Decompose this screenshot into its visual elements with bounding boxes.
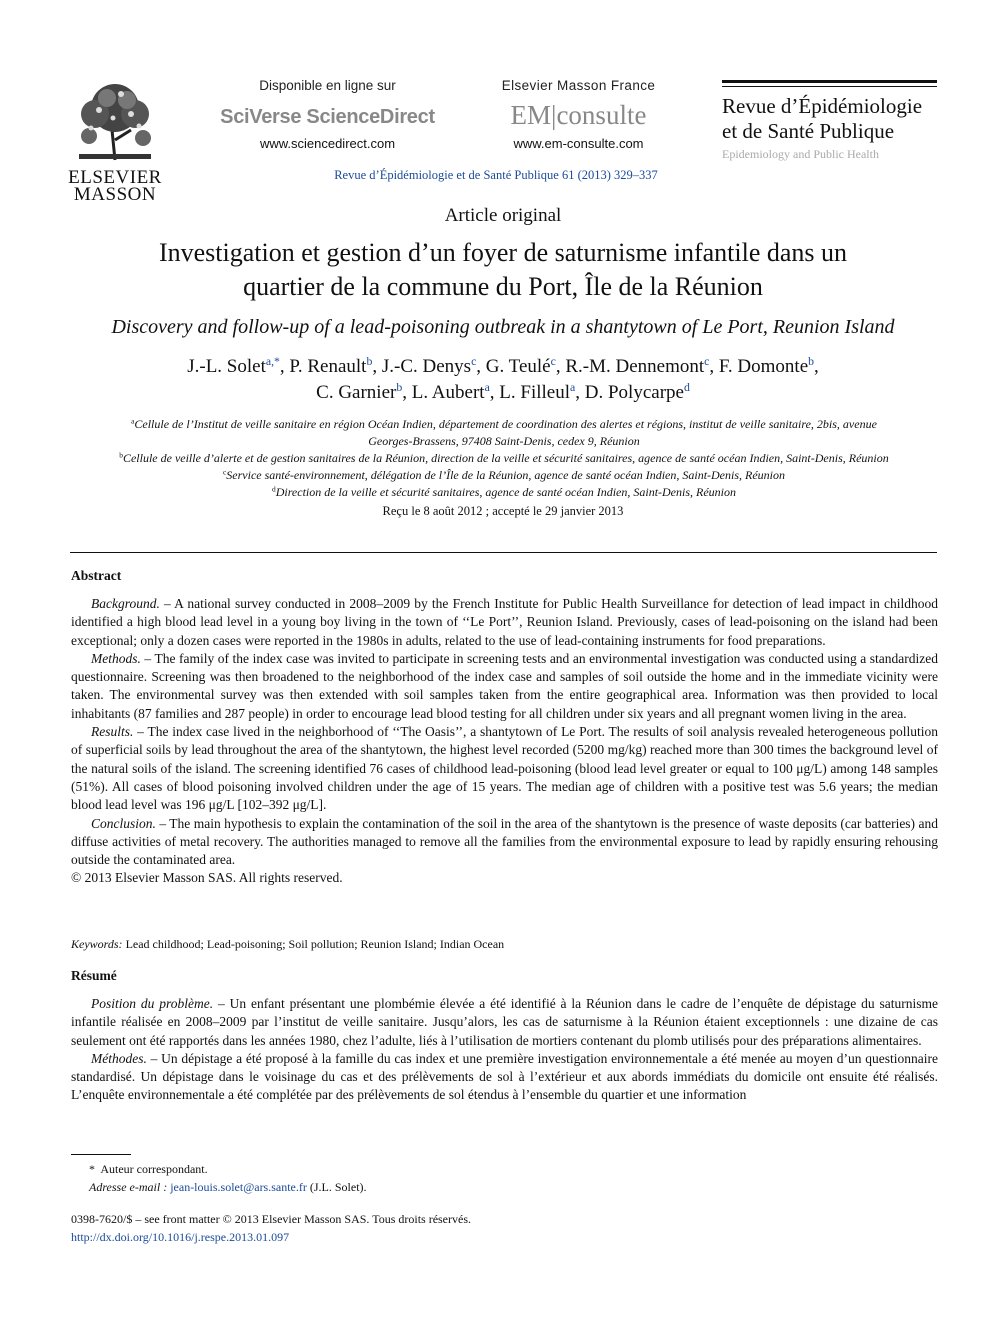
footnote-rule (71, 1154, 131, 1155)
affiliation-line (68, 433, 940, 450)
affiliation-text: Cellule de veille d’alerte et de gestion sanitaires de la Réunion, direction de la veille et sécurité sanitaires, agence de santé océan Indien, Saint-Denis, Réunion (122, 451, 889, 465)
paragraph-text: The main hypothesis to explain the contamination of the soil in the area of the shantytown is the presence of waste deposits (car batteries) and diffuse activities of metal recovery. The authorities managed to remove all the families from the environmental exposure to lead by rapidly ensuring rehousing outside the contaminated area. (71, 815, 938, 868)
affiliation-line (68, 467, 940, 484)
header-divider (70, 552, 937, 553)
affiliation-text: Cellule de l’Institut de veille sanitaire en région Océan Indien, département de coordination des alertes et régions, institut de veille sanitaire, 2bis, avenue (134, 417, 877, 431)
sciverse-brand[interactable]: SciVerse ScienceDirect (220, 106, 435, 128)
abstract-copyright: © 2013 Elsevier Masson SAS. All rights reserved. (71, 870, 343, 886)
email-label: Adresse e-mail : (89, 1180, 168, 1194)
author-name: C. Garnier (316, 382, 397, 403)
received-accepted-dates: Reçu le 8 août 2012 ; accepté le 29 janvier 2013 (382, 504, 624, 518)
paragraph-dash: – (213, 996, 230, 1011)
paragraph-label: Position du problème. (91, 996, 214, 1011)
paragraph-label: Conclusion. (91, 815, 156, 831)
keywords-text: Lead childhood; Lead-poisoning; Soil pollution; Reunion Island; Indian Ocean (125, 937, 505, 951)
paragraph-label: Results. (91, 724, 134, 740)
paragraph-text: A national survey conducted in 2008–2009 by the French Institute for Public Health Surveillance for detection of lead impact in childhood identified a high blood lead level in a young boy living in the town of ‘‘Le Port’’, Reunion Island. Previously, cases of lead-poisoning on the island had been exceptional; only a dozen cases were reported in the 1980s in adults, related to the use of lead-containing instruments for food preparations. (71, 596, 938, 648)
article-type: Article original (444, 205, 562, 226)
author-affiliation-mark[interactable]: d (683, 380, 690, 394)
paragraph-dash: – (146, 1050, 162, 1066)
corresponding-mark: * (89, 1162, 95, 1176)
affiliation-mark: a (131, 416, 135, 426)
email-note (71, 1178, 367, 1196)
paragraph-dash: – (155, 815, 170, 831)
author-email-link[interactable]: jean-louis.solet@ars.sante.fr (170, 1180, 307, 1194)
author-name: L. Aubert (411, 382, 485, 403)
journal-title-line2: et de Santé Publique (722, 119, 895, 143)
author-name: P. Renault (289, 356, 367, 377)
author-name: R.-M. Dennemont (565, 356, 705, 377)
affiliation-line (68, 416, 940, 433)
elsevier-tree-icon (69, 80, 161, 164)
author-separator: , (814, 356, 819, 377)
paragraph-label: Méthodes. (91, 1050, 147, 1066)
online-label: Disponible en ligne sur (259, 78, 396, 93)
author-separator: , (709, 356, 719, 377)
journal-title-line1: Revue d’Épidémiologie (722, 94, 923, 118)
keywords (71, 937, 938, 952)
author-separator: , (476, 356, 486, 377)
author-affiliation-mark[interactable]: a (570, 380, 576, 394)
author-affiliation-mark[interactable]: c (550, 354, 556, 368)
author-name: L. Filleul (499, 382, 571, 403)
paragraph (71, 595, 938, 650)
paragraph-text: Un enfant présentant une plombémie élevée a été identifié à la Réunion dans le cadre de l’enquête de dépistage du saturnisme infantile réalisée en 2008–2009 par l’institut de veille sanitaire. Jusqu’alors, les cas de saturnisme à la Réunion étaient exceptionnels : une dizaine de cas seulement ont été rapportés dans les années 1980, chez l’adulte, liés à l’utilisation de mortiers contenant du plomb utilisés pour des préparations alimentaires. (71, 996, 938, 1048)
paragraph-label: Background. (91, 596, 160, 611)
author-line-2 (80, 380, 926, 406)
sciencedirect-url[interactable]: www.sciencedirect.com (259, 136, 396, 151)
author-separator: , (489, 382, 500, 403)
abstract-heading: Abstract (71, 568, 122, 583)
article-title-line2: quartier de la commune du Port, Île de la Réunion (243, 272, 763, 301)
author-name: D. Polycarpe (584, 382, 684, 403)
journal-citation[interactable]: Revue d’Épidémiologie et de Santé Publique 61 (2013) 329–337 (334, 168, 658, 182)
author-affiliation-mark[interactable]: b (366, 354, 373, 368)
paragraph-text: Un dépistage a été proposé à la famille du cas index et une première investigation environnementale a été menée au moyen d’un questionnaire standardisé. Un dépistage dans le voisinage du cas et des prélèvements de sol à l’extérieur et aux abords immédiats du domicile ont ensuite été réalisés. L’enquête environnementale a été complétée par des prélèvements de sol étendus à l’ensemble du quartier et une information (71, 1050, 938, 1103)
paragraph (71, 1050, 938, 1105)
author-separator: , (402, 382, 412, 403)
resume-heading: Résumé (71, 968, 117, 983)
article-title-english: Discovery and follow-up of a lead-poisoning outbreak in a shantytown of Le Port, Reunion Island (111, 316, 895, 338)
footnotes (71, 1160, 367, 1196)
affiliation-line (68, 450, 940, 467)
masthead-rule-thick (722, 80, 937, 83)
paragraph-text: The family of the index case was invited to participate in screening tests and an environmental investigation was conducted using a standardized questionnaire. Screening was then broadened to the neighborhood of the index case and samples of soil outside the home and in the immediate vicinity were taken. The environmental survey was then extended with soil samples taken from the entire geographical area. Information was then provided to local inhabitants (87 families and 287 people) in order to encourage lead blood testing for all children under six years and all pregnant women living in the area. (71, 650, 938, 721)
affiliation-line (68, 484, 940, 501)
author-separator: , (279, 356, 290, 377)
author-separator: , (372, 356, 382, 377)
article-title (100, 236, 906, 304)
author-affiliation-mark[interactable]: b (396, 380, 403, 394)
author-affiliation-mark[interactable]: c (704, 354, 710, 368)
paragraph-label: Methods. (91, 650, 141, 666)
email-owner: (J.L. Solet). (309, 1180, 367, 1194)
author-name: G. Teulé (485, 356, 551, 377)
paragraph-dash: – (133, 724, 148, 740)
author-affiliation-mark[interactable]: a (484, 380, 490, 394)
affiliation-list (68, 416, 940, 501)
em-publisher: Elsevier Masson France (501, 78, 656, 93)
author-line-1 (80, 354, 926, 380)
masthead-rule-thin (722, 86, 937, 87)
author-affiliation-mark[interactable]: c (471, 354, 477, 368)
affiliation-text: Georges-Brassens, 97408 Saint-Denis, cedex 9, Réunion (368, 434, 640, 448)
author-separator: , (575, 382, 585, 403)
keywords-label: Keywords: (71, 937, 123, 951)
corresponding-label: Auteur correspondant. (100, 1162, 208, 1176)
resume-body (71, 995, 938, 1105)
paragraph (71, 815, 938, 870)
elsevier-word: ELSEVIER (68, 167, 162, 188)
paragraph (71, 995, 938, 1050)
paragraph (71, 723, 938, 814)
article-title-line1: Investigation et gestion d’un foyer de saturnisme infantile dans un (158, 238, 848, 267)
doi-link[interactable]: http://dx.doi.org/10.1016/j.respe.2013.01.097 (71, 1230, 290, 1244)
paragraph-text: The index case lived in the neighborhood of ‘‘The Oasis’’, a shantytown of Le Port. The results of soil analysis revealed heterogeneous pollution of superficial soils by lead throughout the area of the shantytown, the highest level recorded (5200 mg/kg) reached more than 300 times the background level of the natural soils of the island. The screening identified 76 cases of childhood lead-poisoning (blood lead level greater or equal to 100 μg/L) among 148 samples (51%). All cases of blood poisoning involved children under the age of 15 years. The median age of children with a positive test was 5.6 years; the median blood lead level was 196 μg/L [102–392 μg/L]. (71, 724, 939, 813)
paragraph-dash: – (159, 596, 175, 611)
author-separator: , (555, 356, 566, 377)
author-list (80, 354, 926, 406)
author-name: J.-L. Solet (187, 356, 266, 377)
author-affiliation-mark[interactable]: b (808, 354, 815, 368)
issn-copyright: 0398-7620/$ – see front matter © 2013 Elsevier Masson SAS. Tous droits réservés. (71, 1212, 472, 1226)
em-consulte-brand[interactable]: EM|consulte (510, 100, 647, 130)
corresponding-author-note (71, 1160, 367, 1178)
affiliation-text: Direction de la veille et sécurité sanitaires, agence de santé océan Indien, Saint-Denis, Réunion (275, 485, 737, 499)
masson-word: MASSON (73, 184, 157, 205)
affiliation-mark: c (222, 467, 227, 477)
paragraph (71, 650, 938, 723)
page-footer (71, 1210, 471, 1246)
paragraph-dash: – (140, 650, 155, 666)
author-affiliation-mark[interactable]: a,* (265, 354, 280, 368)
abstract-body (71, 595, 938, 888)
journal-masthead (722, 80, 937, 162)
affiliation-text: Service santé-environnement, délégation de l’Île de la Réunion, agence de santé océan Indien, Saint-Denis, Réunion (226, 468, 786, 482)
affiliation-mark: d (271, 484, 276, 494)
affiliation-mark: b (119, 450, 123, 460)
journal-subtitle: Epidemiology and Public Health (722, 147, 879, 161)
em-consulte-url[interactable]: www.em-consulte.com (513, 136, 644, 151)
author-name: J.-C. Denys (381, 356, 472, 377)
author-name: F. Domonte (718, 356, 809, 377)
